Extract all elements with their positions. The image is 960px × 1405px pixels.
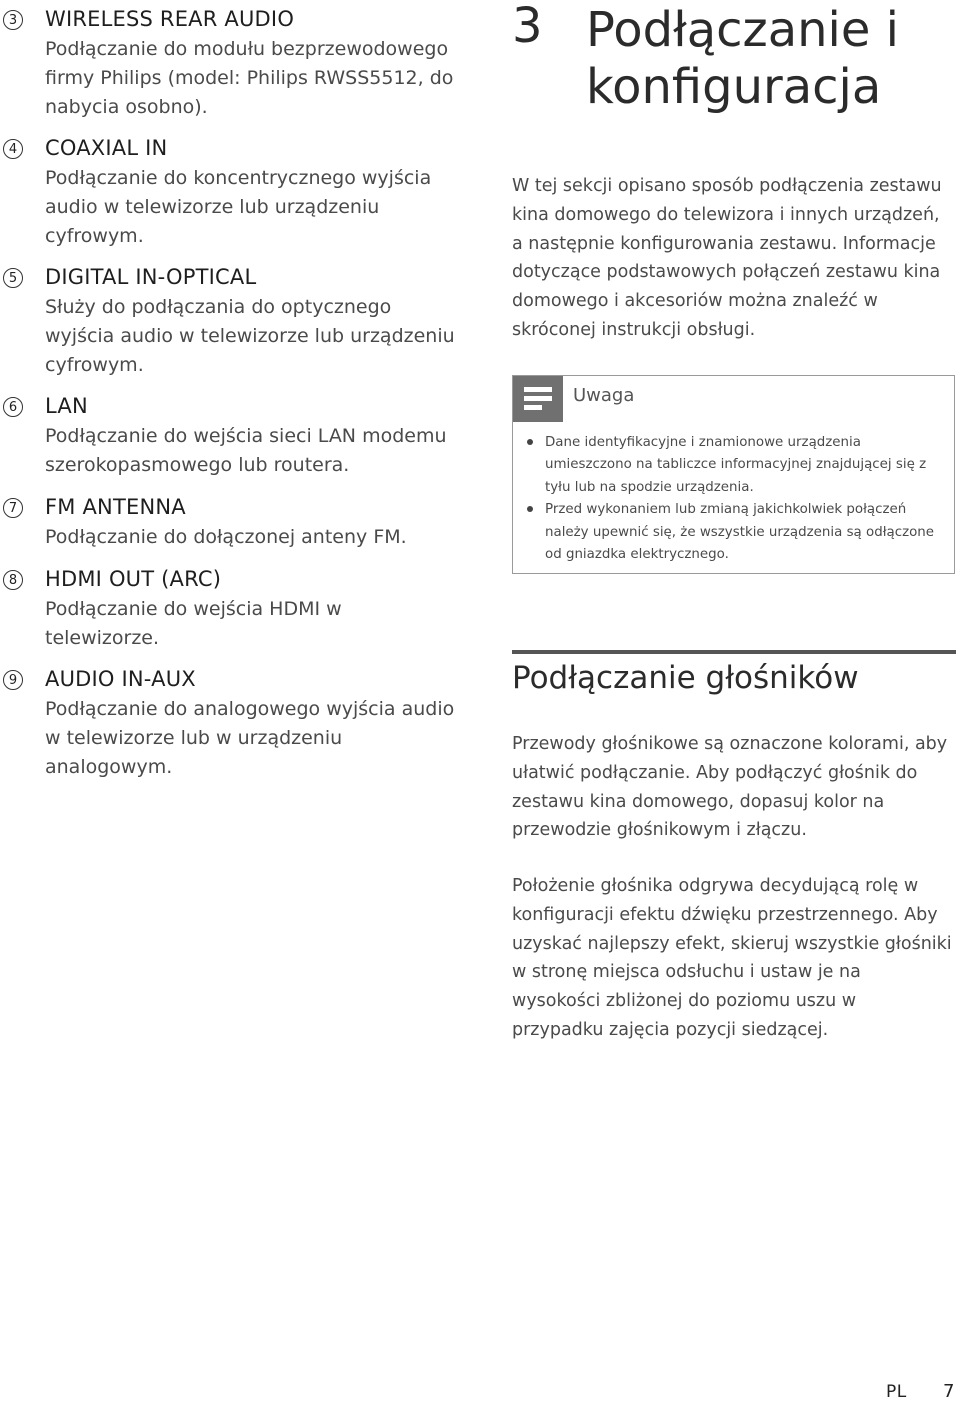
item-number-badge: 4 <box>3 139 23 159</box>
footer-page-number: 7 <box>943 1381 955 1402</box>
section-divider <box>512 650 956 654</box>
connector-description: Służy do podłączania do optycznego wyjścia audio w telewizorze lub urządzeniu cyfrowym. <box>45 296 455 376</box>
note-label: Uwaga <box>573 385 635 406</box>
bullet-icon <box>527 439 533 445</box>
connector-description: Podłączanie do koncentrycznego wyjścia audio w telewizorze lub urządzeniu cyfrowym. <box>45 167 432 247</box>
connector-description: Podłączanie do wejścia sieci LAN modemu szerokopasmowego lub routera. <box>45 425 447 476</box>
footer-language: PL <box>886 1382 907 1402</box>
note-list <box>527 432 947 566</box>
chapter-title: Podłączanie i konfiguracja <box>586 2 900 115</box>
note-box <box>512 375 955 574</box>
connector-name: COAXIAL IN <box>45 136 168 160</box>
connector-name: AUDIO IN-AUX <box>45 667 196 691</box>
item-number-badge: 3 <box>3 10 23 30</box>
note-item <box>527 432 947 499</box>
connector-name: WIRELESS REAR AUDIO <box>45 7 295 31</box>
connector-description: Podłączanie do wejścia HDMI w telewizorze. <box>45 598 342 649</box>
section-heading: Podłączanie głośników <box>512 660 859 696</box>
item-number-badge: 5 <box>3 268 23 288</box>
connector-description: Podłączanie do dołączonej anteny FM. <box>45 526 407 548</box>
connector-name: LAN <box>45 394 88 418</box>
item-number-badge: 8 <box>3 570 23 590</box>
intro-paragraph: W tej sekcji opisano sposób podłączenia zestawu kina domowego do telewizora i innych urządzeń, a następnie konfigurowania zestawu. Informacje dotyczące podstawowych połączeń zestawu kina domowego i akcesoriów można znaleźć w skróconej instrukcji obsługi. <box>512 176 942 340</box>
connector-name: HDMI OUT (ARC) <box>45 567 222 591</box>
item-number-badge: 7 <box>3 498 23 518</box>
item-number-badge: 6 <box>3 397 23 417</box>
section-paragraph: Położenie głośnika odgrywa decydującą rolę w konfiguracji efektu dźwięku przestrzennego. Aby uzyskać najlepszy efekt, skieruj wszystkie głośniki w stronę miejsca odsłuchu i ustaw je na wysokości zbliżonej do poziomu uszu w przypadku zajęcia pozycji siedzącej. <box>512 876 952 1040</box>
note-icon <box>513 376 563 422</box>
note-item <box>527 499 947 566</box>
connector-name: DIGITAL IN-OPTICAL <box>45 265 257 289</box>
chapter-number: 3 <box>512 0 543 54</box>
item-number-badge: 9 <box>3 670 23 690</box>
bullet-icon <box>527 506 533 512</box>
note-item-text: Przed wykonaniem lub zmianą jakichkolwiek połączeń należy upewnić się, że wszystkie urządzenia są odłączone od gniazdka elektrycznego. <box>545 502 935 563</box>
note-item-text: Dane identyfikacyjne i znamionowe urządzenia umieszczono na tabliczce informacyjnej znajdującej się z tyłu lub na spodzie urządzenia. <box>545 435 927 495</box>
section-paragraph: Przewody głośnikowe są oznaczone kolorami, aby ułatwić podłączanie. Aby podłączyć głośnik do zestawu kina domowego, dopasuj kolor na przewodzie głośnikowym i złączu. <box>512 734 948 841</box>
connector-description: Podłączanie do analogowego wyjścia audio w telewizorze lub w urządzeniu analogowym. <box>45 698 455 778</box>
connector-name: FM ANTENNA <box>45 495 186 519</box>
connector-description: Podłączanie do modułu bezprzewodowego firmy Philips (model: Philips RWSS5512, do nabycia osobno). <box>45 38 454 118</box>
